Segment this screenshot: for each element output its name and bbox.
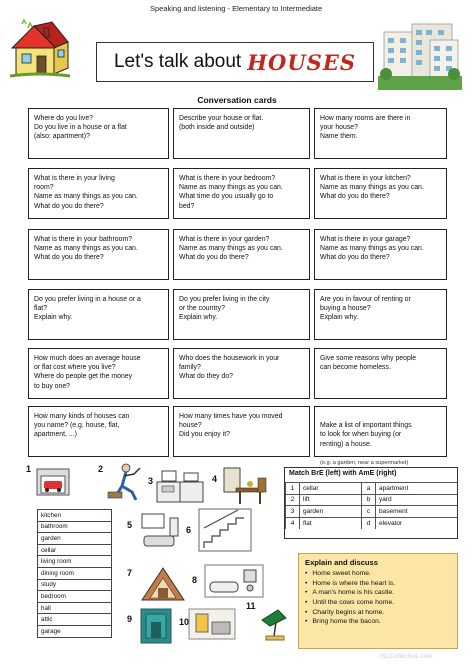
picture-number: 11	[246, 601, 256, 611]
picture-number: 4	[212, 474, 218, 484]
match-letter: b	[362, 494, 376, 506]
saying-item: • Home sweet home.	[305, 569, 451, 579]
apartment-building-illustration	[376, 22, 462, 92]
vocabulary-word: dining room	[38, 567, 112, 579]
staircase-icon	[198, 508, 252, 552]
vocabulary-word: living room	[38, 556, 112, 568]
garage-car-icon	[36, 468, 70, 496]
conversation-card: How many times have you moved house? Did you enjoy it?	[173, 406, 310, 457]
man-working-icon	[104, 462, 146, 502]
bathroom-icon	[204, 564, 264, 598]
vocabulary-row	[38, 533, 112, 545]
vocabulary-row	[38, 579, 112, 591]
match-bre-word: flat	[300, 517, 362, 529]
match-letter: c	[362, 506, 376, 518]
match-title: Match BrE (left) with AmE (right)	[289, 470, 397, 477]
vocabulary-row	[38, 567, 112, 579]
page-title-highlight: HOUSES	[247, 49, 356, 75]
picture-number: 3	[148, 476, 154, 486]
picture-number: 10	[179, 617, 190, 627]
living-room-icon	[140, 512, 182, 550]
match-row	[286, 494, 458, 506]
vocabulary-word: attic	[38, 614, 112, 626]
header-subtitle: Speaking and listening - Elementary to Intermediate	[150, 4, 323, 13]
conversation-card: What is there in your bedroom? Name as many things as you can. What time do you usually go to bed?	[173, 168, 310, 219]
vocabulary-row	[38, 602, 112, 614]
saying-item: • Until the cows come home.	[305, 598, 451, 608]
saying-item: • Home is where the heart is.	[305, 579, 451, 589]
match-row	[286, 483, 458, 495]
section-title: Conversation cards	[197, 95, 277, 105]
study-room-icon	[188, 608, 236, 640]
match-row	[286, 517, 458, 529]
picture-number: 1	[26, 464, 32, 474]
conversation-card: How much does an average house or flat cost where you live? Where do people get the money to buy one?	[28, 348, 169, 399]
match-exercise	[284, 467, 458, 539]
desk-lamp-icon	[256, 606, 292, 642]
match-bre-word: lift	[300, 494, 362, 506]
conversation-card: Who does the housework in your family? What do they do?	[173, 348, 310, 399]
vocabulary-word: cellar	[38, 544, 112, 556]
match-number: 3	[286, 506, 300, 518]
vocabulary-row	[38, 591, 112, 603]
vocabulary-row	[38, 625, 112, 637]
conversation-card: Are you in favour of renting or buying a house? Explain why.	[314, 289, 447, 340]
match-letter: a	[362, 483, 376, 495]
vocabulary-row	[38, 556, 112, 568]
saying-list	[305, 569, 451, 627]
page-title: Let's talk about	[113, 51, 242, 72]
conversation-card: What is there in your kitchen? Name as many things as you can. What do you do there?	[314, 168, 447, 219]
conversation-card: Give some reasons why people can become homeless.	[314, 348, 447, 399]
conversation-card: Do you prefer living in the city or the country? Explain why.	[173, 289, 310, 340]
conversation-card: What is there in your garden? Name as many things as you can. What do you do there?	[173, 229, 310, 280]
conversation-card: How many rooms are there in your house? Name them.	[314, 108, 447, 159]
match-number: 4	[286, 517, 300, 529]
picture-number: 8	[192, 575, 198, 585]
picture-number: 5	[127, 520, 133, 530]
explain-discuss-box	[298, 553, 458, 649]
conversation-card: What is there in your bathroom? Name as many things as you can. What do you do there?	[28, 229, 169, 280]
saying-item: • Charity begins at home.	[305, 608, 451, 618]
match-ame-word: elevator	[376, 517, 457, 529]
match-bre-word: cellar	[300, 483, 362, 495]
vocabulary-word: garage	[38, 625, 112, 637]
conversation-card: How many kinds of houses can you name? (e.g. house, flat, apartment, ...)	[28, 406, 169, 457]
match-number: 2	[286, 494, 300, 506]
picture-number: 6	[186, 525, 192, 535]
watermark: iSLCollective.com	[380, 654, 433, 660]
vocabulary-table	[37, 509, 112, 638]
vocabulary-row	[38, 614, 112, 626]
match-number: 1	[286, 483, 300, 495]
vocabulary-word: bathroom	[38, 521, 112, 533]
conversation-card	[314, 406, 447, 466]
card-text: Make a list of important things to look for when buying (or renting) a house.	[320, 422, 412, 448]
saying-item: • Bring home the bacon.	[305, 617, 451, 627]
vocabulary-word: kitchen	[38, 510, 112, 522]
cellar-icon	[140, 608, 172, 644]
match-row	[286, 506, 458, 518]
conversation-card: What is there in your living room? Name as many things as you can. What do you do there?	[28, 168, 169, 219]
vocabulary-row	[38, 521, 112, 533]
conversation-card: Do you prefer living in a house or a flat? Explain why.	[28, 289, 169, 340]
picture-number: 9	[127, 614, 133, 624]
picture-number: 7	[127, 568, 133, 578]
vocabulary-row	[38, 510, 112, 522]
vocabulary-word: garden	[38, 533, 112, 545]
match-letter: d	[362, 517, 376, 529]
vocabulary-word: bedroom	[38, 591, 112, 603]
picture-number: 2	[98, 464, 104, 474]
match-ame-word: apartment	[376, 483, 457, 495]
conversation-card: What is there in your garage? Name as many things as you can. What do you do there?	[314, 229, 447, 280]
saying-item: • A man's home is his castle.	[305, 588, 451, 598]
vocabulary-word: hall	[38, 602, 112, 614]
conversation-card: Where do you live? Do you live in a house or a flat (also: apartment)?	[28, 108, 169, 159]
house-illustration	[8, 18, 72, 80]
vocabulary-word: study	[38, 579, 112, 591]
kitchen-sink-icon	[156, 470, 204, 504]
attic-icon	[140, 566, 186, 602]
card-example: (e.g. a garden, near a supermarket)	[320, 459, 409, 466]
dining-room-icon	[222, 466, 270, 506]
conversation-card: Describe your house or flat. (both inside and outside)	[173, 108, 310, 159]
match-ame-word: yard	[376, 494, 457, 506]
match-ame-word: basement	[376, 506, 457, 518]
title-box	[96, 42, 374, 82]
match-table	[285, 482, 457, 529]
match-bre-word: garden	[300, 506, 362, 518]
vocabulary-row	[38, 544, 112, 556]
explain-title: Explain and discuss	[305, 558, 379, 567]
